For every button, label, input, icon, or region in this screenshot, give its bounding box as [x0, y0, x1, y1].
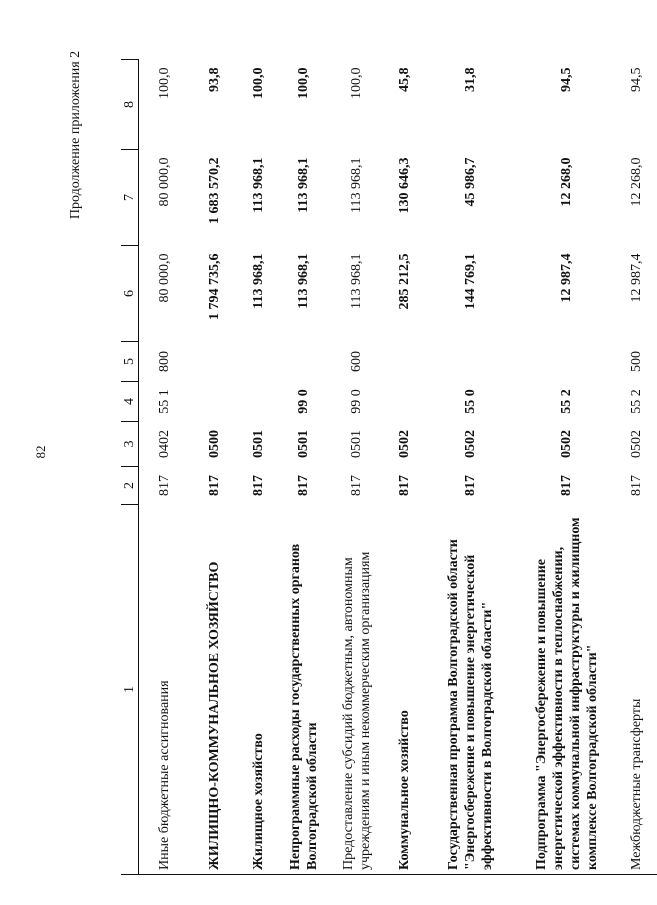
- row-plan-amount: 113 968,1: [296, 253, 311, 309]
- row-expense-type: [191, 342, 239, 382]
- row-percent: 100,0: [251, 67, 266, 99]
- column-header-1: 1: [121, 505, 139, 875]
- row-program-code: 55 2: [629, 389, 644, 414]
- table-row: [279, 60, 329, 875]
- column-header-2: 2: [121, 467, 139, 505]
- row-percent: 45,8: [397, 67, 412, 92]
- table-row: [517, 60, 617, 875]
- row-ministry-code: 817: [349, 475, 364, 496]
- row-expense-type: 800: [157, 351, 173, 372]
- row-program-code: [191, 382, 239, 422]
- row-expense-type: [517, 342, 617, 382]
- row-percent: 93,8: [207, 67, 222, 92]
- row-percent: 94,5: [629, 67, 644, 92]
- row-percent: 100,0: [296, 67, 311, 99]
- row-plan-amount: 1 794 735,6: [207, 253, 222, 320]
- row-expense-type: [385, 342, 425, 382]
- row-name: Непрограммные расходы государственных органов Волгоградской области: [279, 505, 329, 875]
- column-header-4: 4: [121, 382, 139, 422]
- table-row: [425, 60, 517, 875]
- row-name: Подпрограмма "Энергосбережение и повышение энергетической эффективности в теплоснабжении, системах коммунальной инфраструктуры и жилищном комплексе Волгоградской области": [517, 505, 617, 875]
- row-percent: 94,5: [559, 67, 574, 92]
- row-section-code: 0502: [463, 430, 478, 458]
- row-ministry-code: 817: [463, 475, 478, 496]
- row-plan-amount: 12 987,4: [629, 253, 644, 303]
- row-section-code: 0502: [397, 430, 412, 458]
- table-row: [139, 60, 191, 875]
- row-program-code: [239, 382, 279, 422]
- row-name: Коммунальное хозяйство: [385, 505, 425, 875]
- table-row: [329, 60, 385, 875]
- row-actual-amount: 113 968,1: [349, 157, 364, 213]
- row-ministry-code: 817: [251, 475, 266, 496]
- row-plan-amount: 80 000,0: [157, 253, 173, 303]
- row-expense-type: 500: [629, 351, 644, 372]
- budget-table: [121, 59, 657, 875]
- row-section-code: 0501: [251, 430, 266, 458]
- row-program-code: 99 0: [349, 389, 364, 414]
- row-ministry-code: 817: [157, 475, 173, 496]
- row-expense-type: [239, 342, 279, 382]
- rotated-table-wrapper: [121, 60, 644, 875]
- row-name: ЖИЛИЩНО-КОММУНАЛЬНОЕ ХОЗЯЙСТВО: [191, 505, 239, 875]
- row-expense-type: 600: [349, 351, 364, 372]
- row-actual-amount: 113 968,1: [296, 157, 311, 213]
- row-actual-amount: 12 268,0: [629, 157, 644, 207]
- row-section-code: 0402: [157, 430, 173, 458]
- appendix-caption: Продолжение приложения 2: [68, 50, 83, 220]
- row-plan-amount: 144 769,1: [463, 253, 478, 310]
- row-ministry-code: 817: [559, 475, 574, 496]
- row-name: Предоставление субсидий бюджетным, автономным учреждениям и иным некоммерческим организациям: [329, 505, 385, 875]
- table-row: [385, 60, 425, 875]
- row-actual-amount: 113 968,1: [251, 157, 266, 213]
- row-ministry-code: 817: [207, 475, 222, 496]
- row-actual-amount: 45 986,7: [463, 157, 478, 207]
- column-header-6: 6: [121, 246, 139, 342]
- row-ministry-code: 817: [397, 475, 412, 496]
- column-header-7: 7: [121, 150, 139, 246]
- row-actual-amount: 12 268,0: [559, 157, 574, 207]
- row-name: Государственная программа Волгоградской области "Энергосбережение и повышение энергетической эффективности в Волгоградской области": [425, 505, 517, 875]
- row-section-code: 0502: [559, 430, 574, 458]
- row-section-code: 0502: [629, 430, 644, 458]
- row-section-code: 0501: [296, 430, 311, 458]
- table-row: [191, 60, 239, 875]
- row-expense-type: [279, 342, 329, 382]
- row-plan-amount: 113 968,1: [251, 253, 266, 309]
- row-program-code: 55 2: [559, 389, 574, 414]
- row-name: Межбюджетные трансферты: [617, 505, 657, 875]
- row-plan-amount: 285 212,5: [397, 253, 412, 310]
- row-program-code: 55 0: [463, 389, 478, 414]
- row-program-code: 55 1: [157, 389, 173, 414]
- row-ministry-code: 817: [629, 475, 644, 496]
- row-section-code: 0500: [207, 430, 222, 458]
- table-row: [617, 60, 657, 875]
- row-percent: 100,0: [157, 67, 173, 99]
- row-ministry-code: 817: [296, 475, 311, 496]
- row-name: Иные бюджетные ассигнования: [139, 505, 191, 875]
- row-actual-amount: 130 646,3: [397, 157, 412, 214]
- page-number: 82: [33, 445, 48, 459]
- row-program-code: [385, 382, 425, 422]
- row-actual-amount: 80 000,0: [157, 157, 173, 207]
- column-header-5: 5: [121, 342, 139, 382]
- row-percent: 31,8: [463, 67, 478, 92]
- column-header-3: 3: [121, 422, 139, 467]
- row-name: Жилищное хозяйство: [239, 505, 279, 875]
- row-actual-amount: 1 683 570,2: [207, 157, 222, 224]
- row-program-code: 99 0: [296, 389, 311, 414]
- table-row: [239, 60, 279, 875]
- row-plan-amount: 113 968,1: [349, 253, 364, 309]
- row-percent: 100,0: [349, 67, 364, 99]
- table-header-row: [121, 60, 139, 875]
- row-expense-type: [425, 342, 517, 382]
- row-plan-amount: 12 987,4: [559, 253, 574, 303]
- column-header-8: 8: [121, 60, 139, 150]
- row-section-code: 0501: [349, 430, 364, 458]
